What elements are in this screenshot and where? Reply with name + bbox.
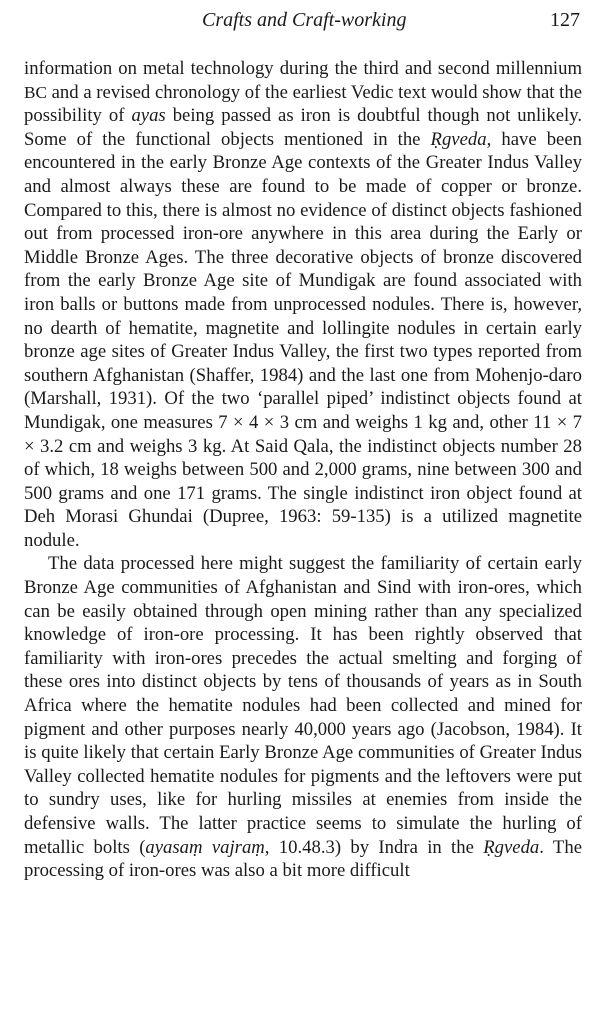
paragraph-1 — [24, 57, 582, 552]
text-run: . The processing of iron-ores was also a bit more difficult — [24, 836, 582, 882]
italic-term: ayas — [131, 105, 166, 127]
running-head: Crafts and Craft-working — [202, 9, 407, 31]
paragraph-2 — [24, 552, 582, 882]
italic-term: Ṛgveda — [483, 836, 540, 858]
page-header — [24, 9, 582, 35]
text-run: information on metal technology during the third and second millennium — [24, 58, 582, 79]
text-run: , 10.48.3) by Indra in the — [264, 836, 484, 858]
italic-term: Ṛgveda — [430, 128, 487, 150]
text-run: The data processed here might suggest the familiarity of certain early Bronze Age communities of Afghanistan and Sind with iron-ores, which can be easily obtained through open mining rather than any specialized knowledge of iron-ore processing. It has been rightly observed that familiarity with iron-ores precedes the actual smelting and forging of these ores into distinct objects by tens of thousands of years as in South Africa where the hematite nodules had been collected and mined for pigment and other purposes nearly 40,000 years ago (Jacobson, 1984). It is quite likely that certain Early Bronze Age communities of Greater Indus Valley collected hematite nodules for pigments and the leftovers were put to sundry uses, like for hurling missiles at enemies from inside the defensive walls. The latter practice seems to simulate the hurling of metallic bolts ( — [24, 553, 582, 858]
italic-term: ayasaṃ vajraṃ — [145, 836, 265, 858]
text-run: being passed as iron is doubtful though not unlikely. Some of the functional objects mentioned in the — [24, 105, 582, 150]
book-page — [24, 0, 582, 1032]
text-run: , have been encountered in the early Bronze Age contexts of the Greater Indus Valley and almost always these are found to be made of copper or bronze. Compared to this, there is almost no evidence of distinct objects fashioned out from processed iron-ore anywhere in this area during the Early or Middle Bronze Ages. The three decorative objects of bronze discovered from the early Bronze Age site of Mundigak are found associated with iron balls or buttons made from unprocessed nodules. There is, however, no dearth of hematite, magnetite and lollingite nodules in certain early bronze age sites of Greater Indus Valley, the first two types reported from southern Afghanistan (Shaffer, 1984) and the last one from Mohenjo-daro (Marshall, 1931). Of the two ‘parallel piped’ indistinct objects found at Mundigak, one measures 7 × 4 × 3 cm and weighs 1 kg and, other 11 × 7 × 3.2 cm and weighs 3 kg. At Said Qala, the indistinct objects number 28 of which, 18 weighs between 500 and 2,000 grams, nine between 300 and 500 grams and one 171 grams. The single indistinct iron object found at Deh Morasi Ghundai (Dupree, 1963: 59-135) is a utilized magnetite nodule. — [24, 128, 582, 551]
page-number: 127 — [550, 9, 580, 31]
body-text — [24, 57, 582, 883]
era-abbreviation: BC — [24, 82, 47, 102]
text-run: and a revised chronology of the earliest Vedic text would show that the possibility of — [24, 81, 582, 127]
